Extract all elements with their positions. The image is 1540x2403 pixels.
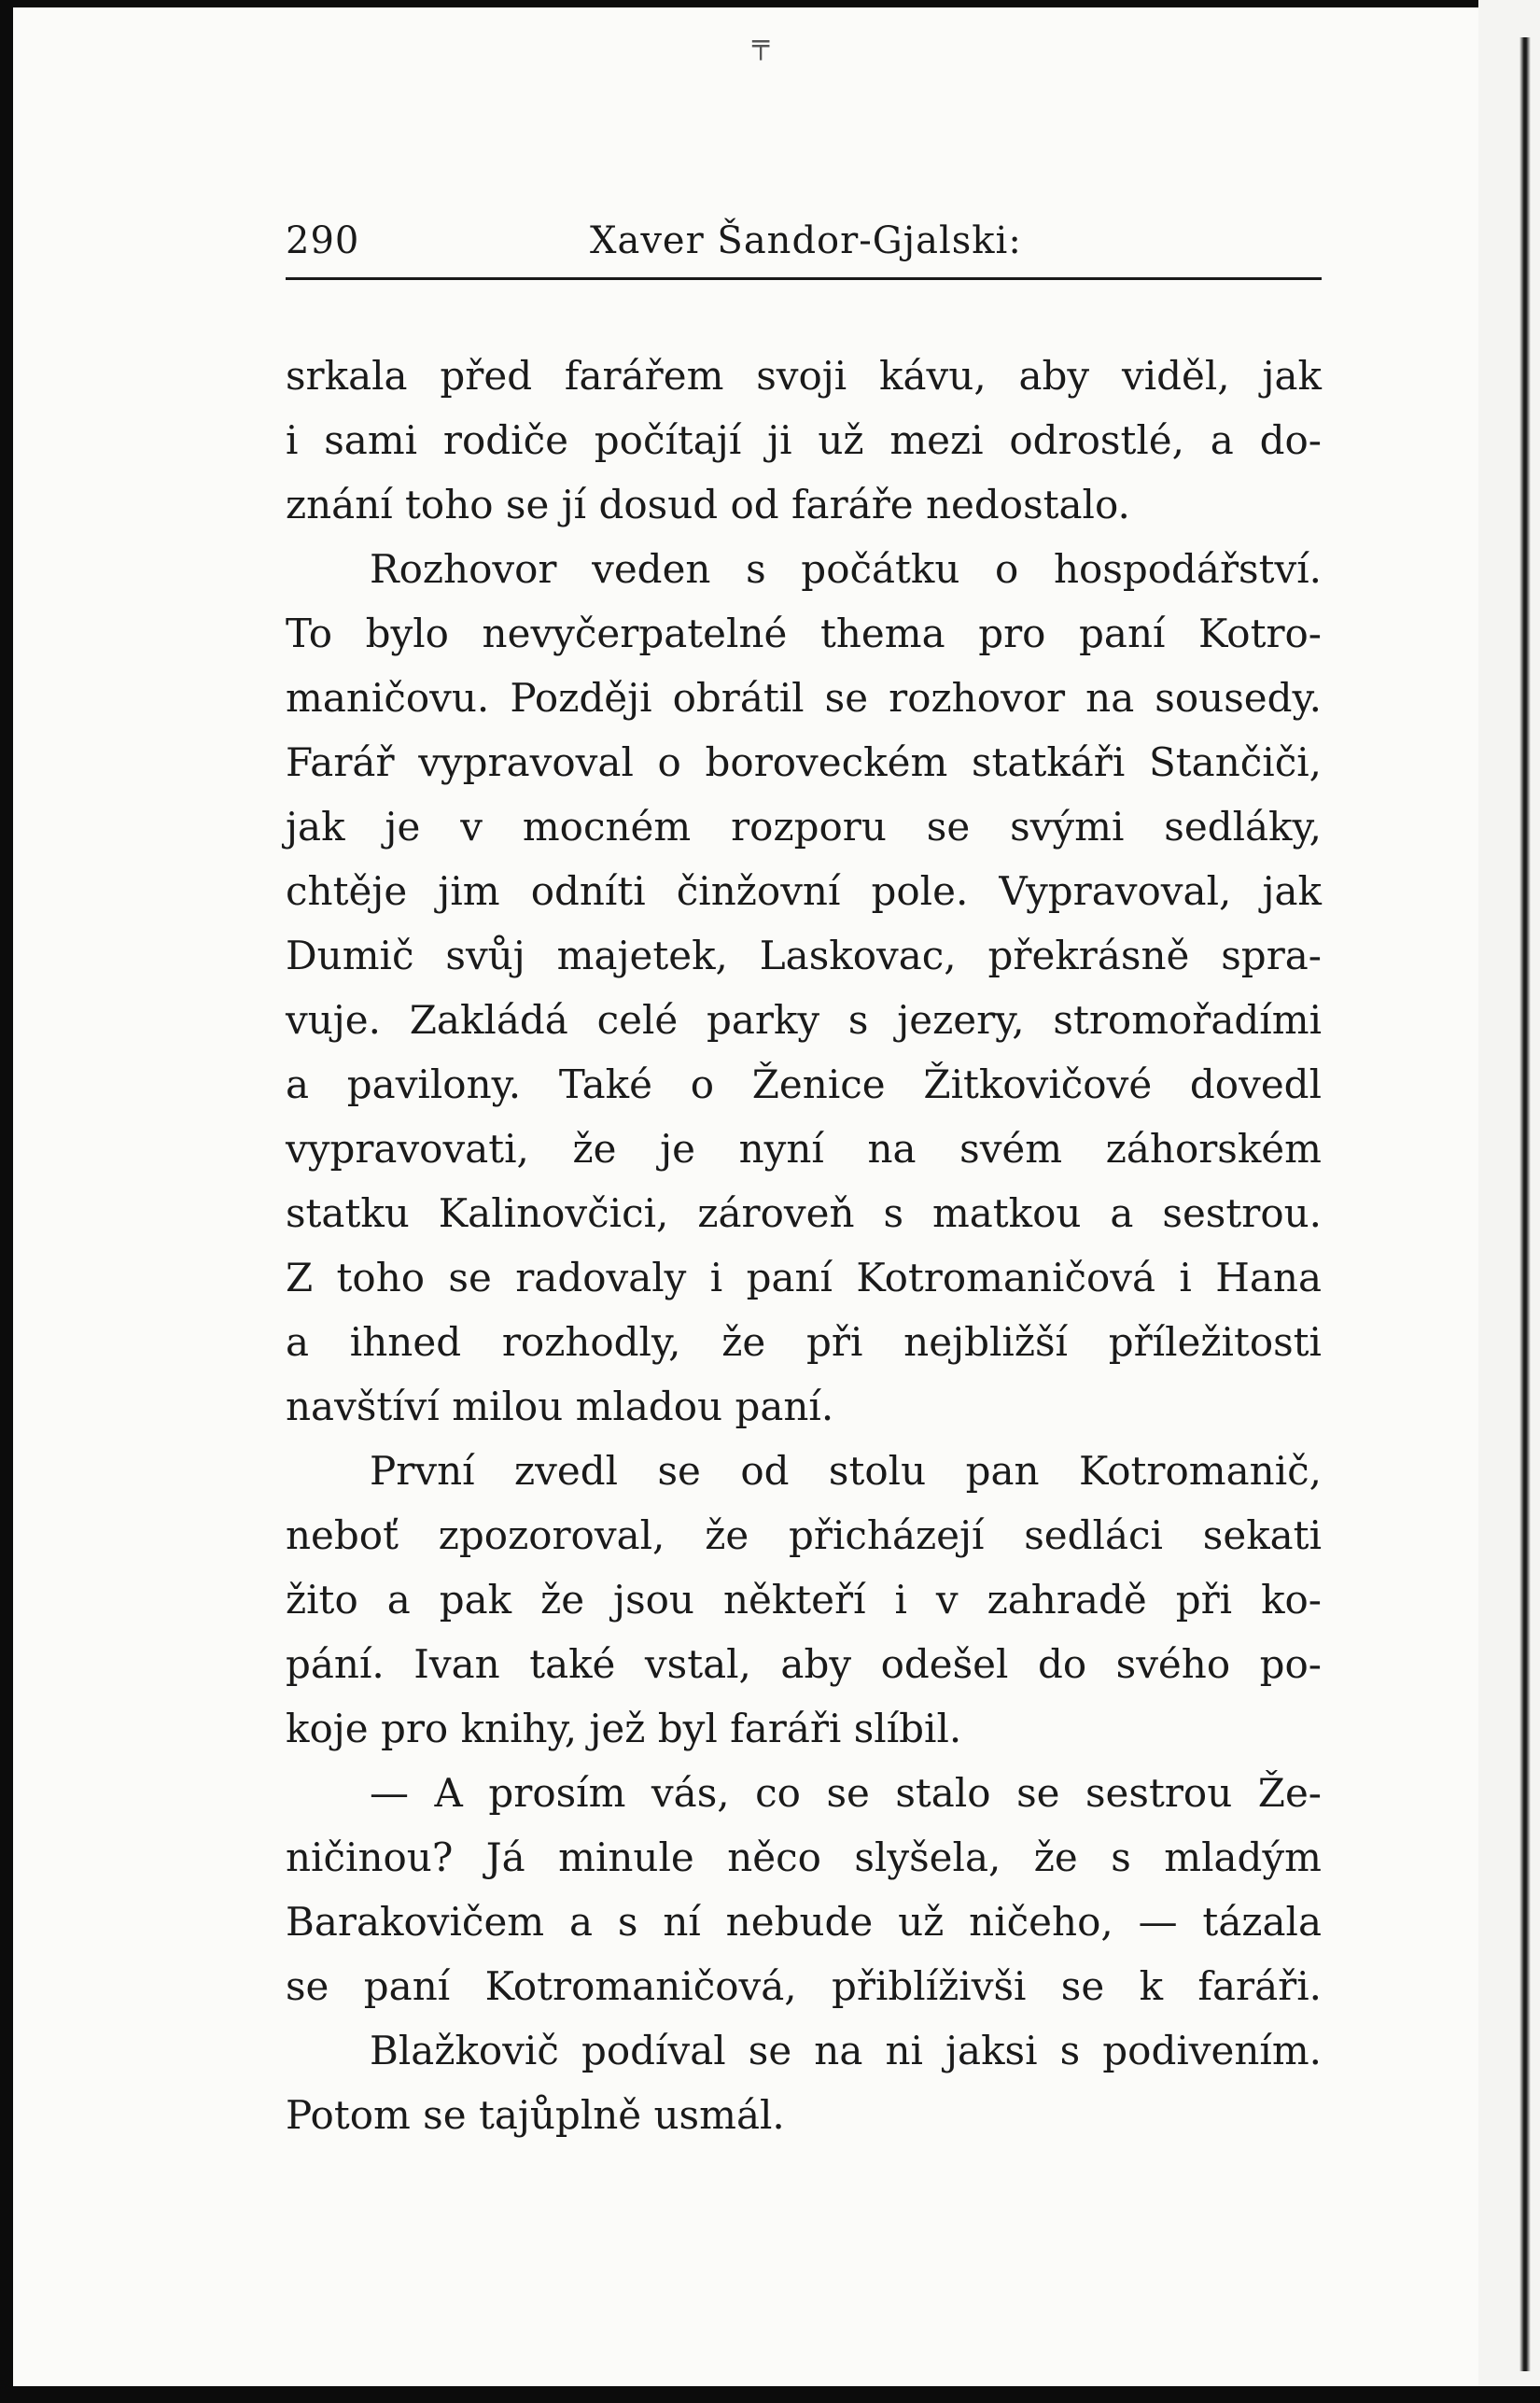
text-line: První zvedl se od stolu pan Kotromanič, xyxy=(370,1448,1322,1494)
text-line: navštíví milou mladou paní. xyxy=(286,1384,834,1429)
text-line: jak je v mocném rozporu se svými sedláky, xyxy=(286,804,1322,850)
bottom-edge xyxy=(0,2386,1540,2403)
text-line: Potom se tajůplně usmál. xyxy=(286,2092,785,2138)
text-line: chtěje jim odníti činžovní pole. Vypravoval, jak xyxy=(286,868,1322,914)
next-page-edge xyxy=(1478,0,1540,2403)
text-line: Z toho se radovaly i paní Kotromaničová i Hana xyxy=(286,1255,1322,1300)
text-line: se paní Kotromaničová, přiblíživši se k faráři. xyxy=(286,1963,1322,2009)
binding-edge xyxy=(1519,37,1531,2371)
text-line: Barakovičem a s ní nebude už ničeho, — tázala xyxy=(286,1899,1322,1945)
text-line: Dumič svůj majetek, Laskovac, překrásně spra- xyxy=(286,933,1322,978)
text-line: pání. Ivan také vstal, aby odešel do svého po- xyxy=(286,1641,1322,1687)
text-line: vuje. Zakládá celé parky s jezery, stromořadími xyxy=(286,997,1322,1043)
header-rule xyxy=(286,277,1322,280)
body-text xyxy=(286,344,1322,2147)
scan-mark-icon: ╤ xyxy=(751,28,770,61)
page-header xyxy=(286,205,1322,280)
text-line: Rozhovor veden s počátku o hospodářství. xyxy=(370,546,1322,592)
text-line: srkala před farářem svoji kávu, aby viděl, jak xyxy=(286,353,1322,399)
text-line: žito a pak že jsou někteří i v zahradě při ko- xyxy=(286,1577,1322,1623)
text-line: a pavilony. Také o Ženice Žitkovičové dovedl xyxy=(286,1061,1322,1107)
running-title: Xaver Šandor-Gjalski: xyxy=(590,219,1022,262)
text-line: a ihned rozhodly, že při nejbližší příležitosti xyxy=(286,1319,1322,1365)
page-number: 290 xyxy=(286,219,360,262)
text-line: Farář vypravoval o boroveckém statkáři Stančiči, xyxy=(286,739,1322,785)
text-line: vypravovati, že je nyní na svém záhorském xyxy=(286,1126,1322,1172)
text-line: Blažkovič podíval se na ni jaksi s podivením. xyxy=(370,2028,1322,2073)
text-line: ničinou? Já minule něco slyšela, že s mladým xyxy=(286,1834,1322,1880)
text-line: — A prosím vás, co se stalo se sestrou Že- xyxy=(370,1770,1322,1816)
text-line: znání toho se jí dosud od faráře nedostalo. xyxy=(286,482,1130,527)
text-line: statku Kalinovčici, zároveň s matkou a sestrou. xyxy=(286,1190,1322,1236)
text-line: To bylo nevyčerpatelné thema pro paní Kotro- xyxy=(286,611,1322,656)
text-line: i sami rodiče počítají ji už mezi odrostlé, a do- xyxy=(286,417,1322,463)
text-line: neboť zpozoroval, že přicházejí sedláci sekati xyxy=(286,1512,1322,1558)
text-line: koje pro knihy, jež byl faráři slíbil. xyxy=(286,1706,962,1751)
text-line: maničovu. Později obrátil se rozhovor na sousedy. xyxy=(286,675,1322,721)
